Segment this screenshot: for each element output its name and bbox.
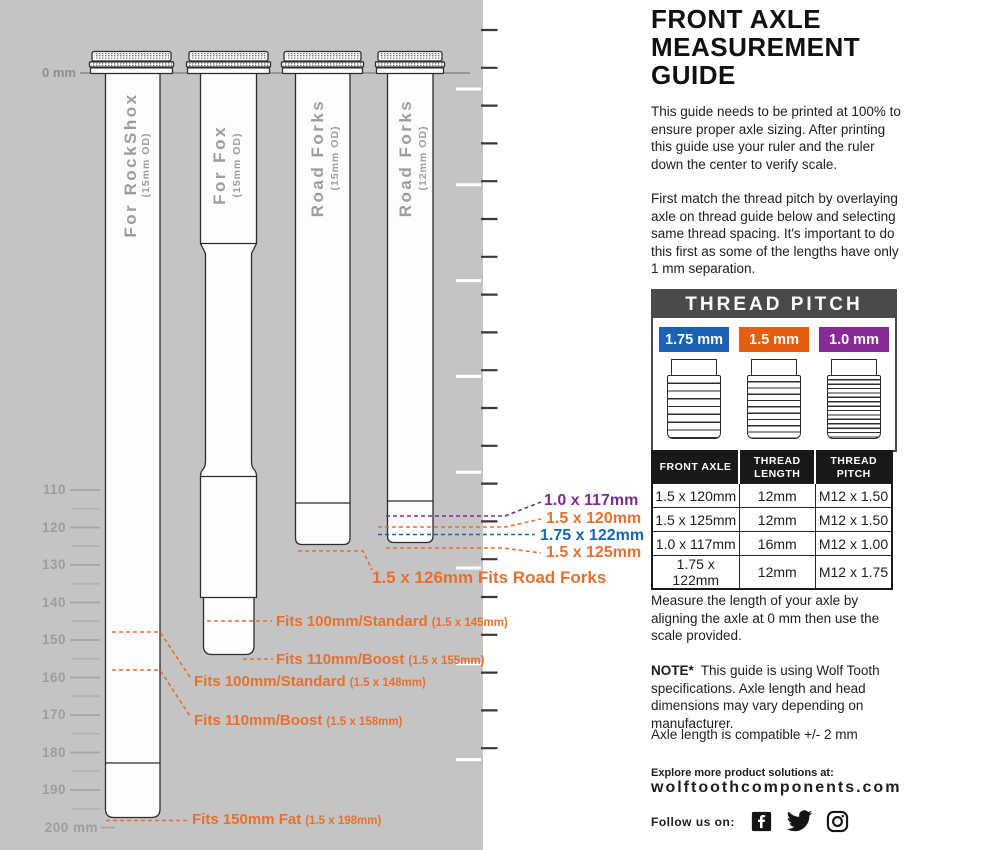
scale-140: 140 [41, 594, 66, 610]
cell: 12mm [739, 484, 815, 508]
pitch-badges [653, 318, 895, 352]
ruler-cm-ticks [481, 30, 498, 748]
bolt-threads [827, 375, 881, 439]
scale-200: 200 mm [44, 819, 98, 835]
thread-pitch-title: THREAD PITCH [653, 291, 895, 318]
callout-1p5x125: 1.5 x 125mm [546, 544, 642, 561]
callout-fits-110-boost-rs [194, 712, 402, 729]
table-row [652, 484, 892, 508]
note-paragraph [651, 662, 907, 732]
callout-fits-100-standard-rs [194, 673, 426, 690]
scale-170: 170 [41, 707, 66, 722]
axle-road12-label: Road Forks [396, 98, 415, 218]
measure-paragraph: Measure the length of your axle by aligning the axle at 0 mm then use the scale provided. [651, 593, 880, 644]
cell: M12 x 1.00 [815, 532, 892, 556]
cell: 1.5 x 120mm [652, 484, 739, 508]
cell: 12mm [739, 508, 815, 532]
scale-160: 160 [41, 669, 66, 685]
fit-main: Fits 100mm/Standard [276, 613, 428, 630]
thread-illustrations [653, 352, 895, 439]
cell: 1.5 x 125mm [652, 508, 739, 532]
fit-sub: (1.5 x 198mm) [305, 815, 382, 827]
cell: 1.75 x 122mm [652, 556, 739, 590]
cell: M12 x 1.75 [815, 556, 892, 590]
fit-main: Fits 110mm/Boost [276, 651, 405, 668]
bolt-1-5mm [739, 359, 809, 439]
callout-1p5x120: 1.5 x 120mm [546, 510, 642, 527]
cell: 1.0 x 117mm [652, 532, 739, 556]
bolt-threads [667, 375, 721, 439]
intro-paragraph-2: First match the thread pitch by overlaying axle on thread guide below and selecting same thread spacing. It's important to do this first as some of the lengths have only 1 mm separation. [651, 191, 899, 277]
intro-paragraph-1: This guide needs to be printed at 100% to ensure proper axle sizing. After printing this guide use your ruler and the ruler down the center to verify scale. [651, 104, 901, 172]
bolt-threads [747, 375, 801, 439]
bolt-head [831, 359, 877, 376]
scale-110: 110 [42, 482, 66, 497]
fit-sub: (1.5 x 158mm) [326, 716, 403, 728]
bolt-1-0mm [819, 359, 889, 439]
twitter-icon[interactable] [785, 810, 813, 833]
scale-190: 190 [41, 782, 66, 797]
badge-1-0mm: 1.0 mm [819, 327, 889, 352]
title-line-3: GUIDE [651, 60, 736, 90]
col-thread-pitch: THREAD PITCH [815, 451, 892, 484]
axle-road12-od: (12mm OD) [417, 125, 429, 191]
bolt-head [751, 359, 797, 376]
fit-sub: (1.5 x 155mm) [408, 655, 485, 667]
axle-fox-label: For Fox [210, 125, 229, 205]
axle-fox-od: (15mm OD) [231, 132, 243, 198]
fit-main: Fits 100mm/Standard [194, 673, 346, 690]
callout-fits-100-standard-fox [276, 613, 508, 630]
cell: M12 x 1.50 [815, 484, 892, 508]
title-line-1: FRONT AXLE [651, 4, 822, 34]
badge-1-75mm: 1.75 mm [659, 327, 729, 352]
bolt-1-75mm [659, 359, 729, 439]
zero-mm-label: 0 mm [42, 65, 76, 80]
callout-1p0x117: 1.0 x 117mm [544, 492, 639, 509]
table-row [652, 556, 892, 590]
callout-fits-110-boost-fox [276, 651, 484, 668]
bolt-head [671, 359, 717, 376]
title-line-2: MEASUREMENT [651, 32, 861, 62]
fit-main: Fits 150mm Fat [192, 811, 302, 828]
col-thread-length: THREAD LENGTH [739, 451, 815, 484]
cell: M12 x 1.50 [815, 508, 892, 532]
axle-road15-od: (15mm OD) [329, 125, 341, 191]
fit-sub: (1.5 x 145mm) [431, 617, 508, 629]
badge-1-5mm: 1.5 mm [739, 327, 809, 352]
follow-label: Follow us on: [651, 814, 735, 829]
scale-150: 150 [41, 632, 66, 647]
axle-road15-label: Road Forks [308, 98, 327, 218]
scale-130: 130 [41, 557, 66, 572]
table-row [652, 532, 892, 556]
cell: 12mm [739, 556, 815, 590]
fit-sub: (1.5 x 148mm) [349, 677, 426, 689]
scale-120: 120 [41, 519, 66, 535]
explore-label: Explore more product solutions at: [651, 767, 834, 779]
axle-heads [90, 52, 445, 74]
facebook-icon[interactable] [751, 811, 772, 832]
col-front-axle: FRONT AXLE [652, 451, 739, 484]
fit-main: Fits 110mm/Boost [194, 712, 323, 729]
note-text: This guide is using Wolf Tooth specifications. Axle length and head dimensions may vary depending on manufacturer. [651, 663, 880, 731]
note-label: NOTE* [651, 663, 694, 678]
axle-rockshox-label: For RockShox [121, 92, 140, 238]
compat-paragraph: Axle length is compatible +/- 2 mm [651, 727, 858, 742]
cell: 16mm [739, 532, 815, 556]
table-header-row [652, 451, 892, 484]
social-row [651, 810, 862, 833]
scale-180: 180 [41, 744, 66, 760]
callout-road-forks-126: 1.5 x 126mm Fits Road Forks [372, 568, 607, 587]
axle-spec-table [651, 450, 893, 590]
callout-fits-150-fat [192, 811, 381, 828]
page-title [651, 5, 860, 89]
thread-pitch-body [653, 318, 895, 450]
thread-pitch-panel [651, 289, 897, 452]
website-link[interactable]: wolftoothcomponents.com [651, 779, 902, 796]
instructions-column [651, 0, 907, 850]
table-row [652, 508, 892, 532]
instagram-icon[interactable] [826, 810, 849, 833]
axle-rockshox-od: (15mm OD) [140, 132, 152, 198]
callout-1p75x122: 1.75 x 122mm [540, 527, 645, 544]
